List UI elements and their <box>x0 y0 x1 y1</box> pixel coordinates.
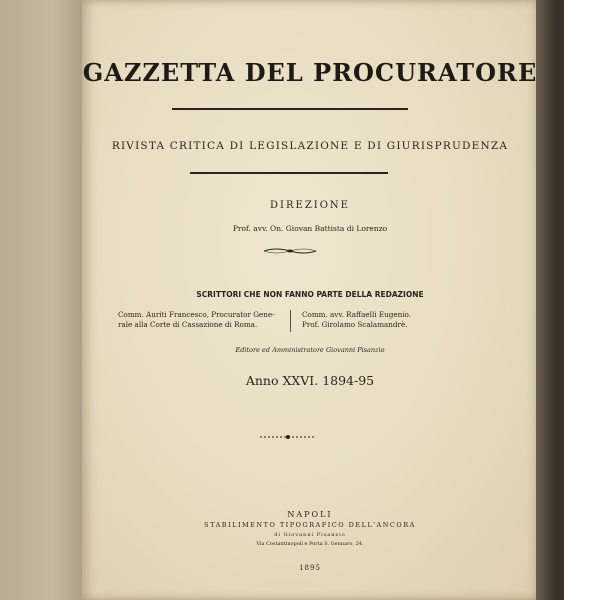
writers-left-column <box>118 310 288 330</box>
journal-subtitle: RIVISTA CRITICA DI LEGISLAZIONE E DI GIURISPRUDENZA <box>111 140 509 152</box>
title-rule <box>172 108 408 110</box>
writers-right-column <box>302 310 462 330</box>
flourish-ornament-icon <box>262 246 318 256</box>
imprint-year: 1895 <box>299 564 321 572</box>
writers-heading: SCRITTORI CHE NON FANNO PARTE DELLA REDAZIONE <box>196 290 424 299</box>
binding-right-edge <box>536 0 600 600</box>
imprint-city: NAPOLI <box>287 510 333 519</box>
column-divider <box>290 310 291 332</box>
binding-left-edge <box>0 0 88 600</box>
imprint-owner: di Giovanni Pisanzio <box>274 532 346 538</box>
imprint-address: Via Costantinopoli e Porta S. Gennaro, 24. <box>256 541 364 547</box>
imprint-printer: STABILIMENTO TIPOGRAFICO DELL'ANCORA <box>204 521 416 529</box>
direction-heading: DIREZIONE <box>270 200 350 211</box>
editor-line: Editore ed Amministratore Giovanni Pisanzio <box>235 346 385 354</box>
journal-title: GAZZETTA DEL PROCURATORE <box>82 58 538 87</box>
volume-year: Anno XXVI. 1894-95 <box>245 373 375 388</box>
director-name: Prof. avv. On. Giovan Battista di Lorenzo <box>232 224 388 233</box>
subtitle-rule <box>190 172 388 174</box>
dotted-ornament-icon <box>258 433 318 441</box>
writer-line: Comm. avv. Raffaelli Eugenio. <box>302 310 411 319</box>
writer-line: Comm. Auriti Francesco, Procurator Gene- <box>118 310 275 319</box>
writer-line: Prof. Girolamo Scalamandrè. <box>302 320 408 329</box>
writer-line: rale alla Corte di Cassazione di Roma. <box>118 320 258 329</box>
